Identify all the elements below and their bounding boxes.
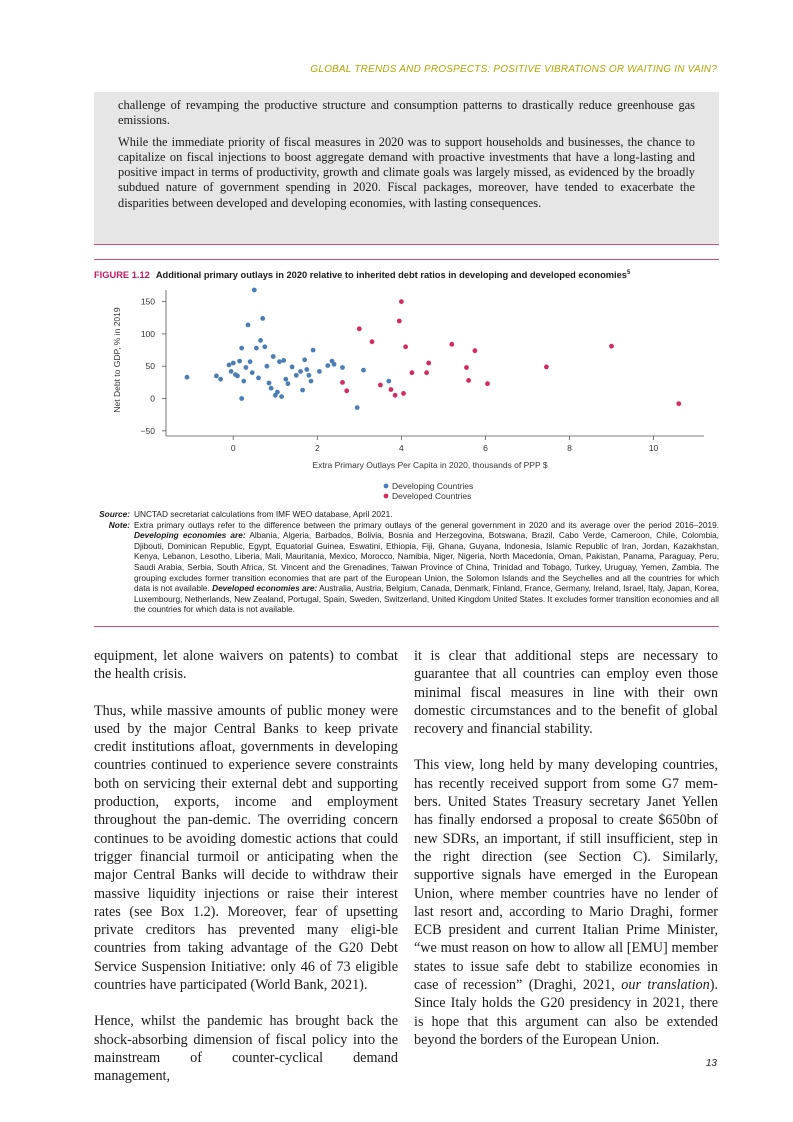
developing-point: [275, 390, 280, 395]
developing-point: [281, 358, 286, 363]
developing-point: [239, 346, 244, 351]
developing-point: [237, 359, 242, 364]
developing-point: [300, 388, 305, 393]
text-box: [94, 92, 719, 245]
developing-point: [218, 377, 223, 382]
left-column: [94, 647, 398, 1104]
developing-point: [265, 364, 270, 369]
developing-point: [309, 379, 314, 384]
developed-point: [393, 393, 398, 398]
developed-point: [544, 365, 549, 370]
body-paragraph: Hence, whilst the pandemic has brought back the shock-absorbing dimension of fiscal policy into the mainstream of counter-cyclical demand management,: [94, 1013, 398, 1085]
developing-point: [311, 348, 316, 353]
developing-point: [286, 381, 291, 386]
paragraph-text: ). Since Italy holds the G20 presidency in 2021, there is hope that this argument can also be extended beyond the borders of the European Union.: [414, 977, 718, 1048]
y-tick-label: −50: [140, 425, 155, 436]
developing-point: [283, 377, 288, 382]
developing-point: [298, 369, 303, 374]
developed-point: [464, 365, 469, 370]
figure-source-notes: [94, 509, 719, 615]
developed-point: [466, 378, 471, 383]
developed-point: [426, 361, 431, 366]
developing-point: [235, 374, 240, 379]
developing-point: [248, 359, 253, 364]
x-tick-label: 4: [399, 443, 404, 453]
developing-point: [279, 394, 284, 399]
developing-point: [254, 346, 259, 351]
developed-point: [399, 299, 404, 304]
developed-point: [344, 388, 349, 393]
figure-footnote-mark: 5: [626, 270, 631, 276]
developing-point: [307, 373, 312, 378]
developing-point: [355, 405, 360, 410]
developed-point: [485, 381, 490, 386]
developing-point: [325, 363, 330, 368]
note-label: Note:: [108, 519, 130, 530]
developing-point: [185, 375, 190, 380]
developing-point: [229, 369, 234, 374]
developed-point: [473, 348, 478, 353]
developed-label: Developed economies are:: [212, 583, 318, 594]
y-tick-label: 0: [150, 393, 155, 404]
developing-point: [290, 365, 295, 370]
developing-points: [185, 288, 392, 410]
y-tick-label: 150: [140, 296, 155, 307]
developed-point: [609, 344, 614, 349]
developing-point: [271, 354, 276, 359]
running-head: GLOBAL TRENDS AND PROSPECTS: POSITIVE VIBRATIONS OR WAITING IN VAIN?: [310, 64, 717, 75]
developing-point: [267, 381, 272, 386]
developing-point: [262, 344, 267, 349]
developed-point: [401, 391, 406, 396]
legend-label-developing: Developing Countries: [392, 481, 474, 491]
figure-number: FIGURE 1.12: [94, 270, 150, 281]
y-axis: [141, 290, 166, 436]
x-tick-label: 10: [648, 443, 659, 453]
box-paragraph: While the immediate priority of fiscal measures in 2020 was to support households and businesses, the chance to capitalize on fiscal injections to boost aggregate demand with proactive investments that have a long-lasting and positive impact in terms of productivity, growth and climate goals was largely missed, as evidenced by the broadly subdued nature of government spending in 2020. Fiscal packages, moreover, have tended to exacerbate the disparities between developed and developing economies, with lasting consequences.: [118, 134, 695, 210]
developed-point: [676, 401, 681, 406]
paragraph-text: This view, long held by many developing countries, has recently received support from some G7 mem-bers. United States Treasury secretary Janet Yellen has finally endorsed a proposal to create $650bn of new SDRs, an important, if still insufficient, step in the right direction (see Section C). Similarly, supportive signals have emerged in the European Union, where member countries have no lender of last resort and, according to Mario Draghi, former ECB president and current Italian Prime Minister, “we must reason on how to allow all [EMU] member states to issue safe debt to stabilize economies in case of recession” (Draghi, 2021,: [414, 757, 718, 994]
developed-point: [403, 344, 408, 349]
developing-point: [250, 370, 255, 375]
developing-point: [317, 369, 322, 374]
legend-label-developed: Developed Countries: [392, 491, 472, 501]
note-intro: Extra primary outlays refer to the difference between the primary outlays of the general government in 2020 and its average over the period 2016–2019.: [134, 519, 719, 530]
developing-point: [304, 367, 309, 372]
emphasis-text: our translation: [621, 977, 710, 994]
developing-point: [246, 323, 251, 328]
x-tick-label: 6: [483, 443, 488, 453]
figure-title: Additional primary outlays in 2020 relative to inherited debt ratios in developing and developed economies: [155, 270, 627, 281]
box-paragraph: challenge of revamping the productive structure and consumption patterns to drastically reduce greenhouse gas emissions.: [118, 98, 695, 128]
legend-marker-developed: [384, 494, 389, 499]
y-tick-label: 50: [145, 361, 155, 372]
y-axis-label: Net Debt to GDP, % in 2019: [112, 307, 122, 413]
x-tick-label: 8: [567, 443, 572, 453]
figure-caption: [94, 270, 734, 280]
developed-list: Australia, Austria, Belgium, Canada, Denmark, Finland, France, Germany, Ireland, Israel, Italy, Japan, Korea, Luxembourg, Netherlands, New Zealand, Portugal, Spain, Sweden, Switzerland, United Kingdom United States. It excludes former transition economies and all the countries for which data is not available.: [134, 583, 719, 615]
developing-point: [269, 386, 274, 391]
body-paragraph: [414, 756, 718, 1049]
x-tick-label: 0: [230, 443, 236, 453]
x-axis: [166, 436, 704, 453]
developed-point: [424, 370, 429, 375]
developing-label: Developing economies are:: [134, 530, 246, 541]
body-paragraph: equipment, let alone waivers on patents) to combat the health crisis.: [94, 648, 398, 683]
developing-point: [239, 396, 244, 401]
note-text: [134, 520, 719, 615]
developing-point: [227, 363, 232, 368]
legend-marker-developing: [384, 484, 389, 489]
developing-point: [294, 373, 299, 378]
developing-point: [332, 362, 337, 367]
body-paragraph: Thus, while massive amounts of public money were used by the major Central Banks to keep private credit institutions afloat, governments in developing countries continued to experience severe constraints both on servicing their external debt and supporting production, exports, income and employment throughout the pan-demic. The overriding concern continues to be avoiding domestic actions that could trigger financial turmoil or anticipating when the major Central Banks will decide to withdraw their massive liquidity injections or raise their interest rates (see Box 1.2). Moreover, fear of upsetting private creditors has prevented many eligi-ble countries from taking advantage of the G20 Debt Service Suspension Initiative: only 46 of 73 eligible countries have participated (World Bank, 2021).: [94, 702, 398, 994]
developing-point: [260, 316, 265, 321]
developing-point: [361, 368, 366, 373]
developing-point: [214, 374, 219, 379]
page-number: 13: [705, 1058, 717, 1069]
developed-points: [340, 299, 681, 406]
developing-point: [231, 361, 236, 366]
developing-point: [244, 365, 249, 370]
scatter-chart: [94, 284, 719, 506]
developed-point: [357, 326, 362, 331]
x-axis-label: Extra Primary Outlays Per Capita in 2020, thousands of PPP $: [312, 460, 548, 470]
developed-point: [370, 339, 375, 344]
figure-bottom-rule: [94, 626, 719, 627]
developed-point: [410, 370, 415, 375]
developing-point: [252, 288, 257, 293]
right-column: [414, 647, 718, 1067]
x-tick-label: 2: [314, 443, 320, 453]
source-label: Source:: [99, 509, 130, 519]
developing-point: [256, 376, 261, 381]
developed-point: [389, 387, 394, 392]
developing-list: Albania, Algeria, Barbados, Bolivia, Bosnia and Herzegovina, Botswana, Brazil, Cabo Verde, Cameroon, Chile, Colombia, Djibouti, Dominican Republic, Egypt, Equatorial Guinea, Eswatini, Ethiopia, Fiji, Ghana, Guyana, Indonesia, Islamic Republic of Iran, Jordan, Kazakhstan, Kenya, Lebanon, Lesotho, Liberia, Mali, Mauritania, Mexico, Morocco, Namibia, Niger, Nigeria, North Macedonia, Oman, Pakistan, Panama, Paraguay, Peru, Saudi Arabia, Serbia, South Africa, St. Vincent and the Grenadines, Taiwan Province of China, Trinidad and Tobago, Turkey, Uruguay, Yemen, Zambia. The grouping excludes former transition economies that are part of the European Union, the Solomon Islands and the Seychelles and all the countries for which data is not available.: [134, 530, 719, 594]
developed-point: [449, 342, 454, 347]
developed-point: [397, 319, 402, 324]
figure-top-rule: [94, 259, 719, 260]
developing-point: [302, 357, 307, 362]
body-paragraph: it is clear that additional steps are necessary to guarantee that all countries can employ even those minimal fiscal measures in line with their own domestic circumstances and to the benefit of global recovery and financial stability.: [414, 648, 718, 738]
developed-point: [378, 383, 383, 388]
legend: [384, 481, 474, 501]
developing-point: [386, 379, 391, 384]
developing-point: [340, 365, 345, 370]
developing-point: [258, 338, 263, 343]
y-tick-label: 100: [140, 328, 155, 339]
source-text: UNCTAD secretariat calculations from IMF WEO database, April 2021.: [134, 509, 393, 519]
developing-point: [241, 379, 246, 384]
developing-point: [277, 359, 282, 364]
developed-point: [340, 380, 345, 385]
